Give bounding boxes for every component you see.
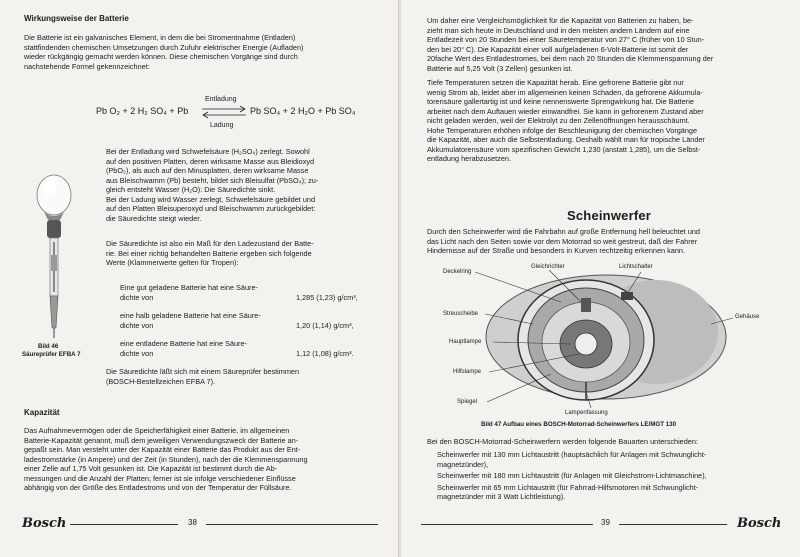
text-line: Tiefe Temperaturen setzen die Kapazität herab. Eine gefrorene Batterie gibt nur <box>427 78 684 87</box>
text-line: arbeitet nach dem Auftauen wieder einwandfrei. Sie kann in gefrorenem Zustand aber <box>427 106 704 116</box>
text-line: messungen und die Anzahl der Platten; ferner ist sie infolge verschiedener Einflüsse <box>24 473 296 483</box>
text-line: nicht geladen werden, weil der Elektrolyt zu den Zellenöffnungen herausschäumt. <box>427 116 690 125</box>
text-line: Die Säuredichte läßt sich mit einem Säureprüfer bestimmen <box>106 367 300 376</box>
text-line: abhängig von der Größe des Entladestroms und von der Temperatur der Füllsäure. <box>24 483 292 492</box>
text-line: 20fache Wert des Entladestromes, bei dem nach 20 Stunden die Klemmenspannung der <box>427 54 714 63</box>
figure-46-number: Bild 46 <box>38 343 59 350</box>
density-value: 1,20 (1,14) g/cm³, <box>296 320 354 330</box>
label-lichtschalter: Lichtschalter <box>619 264 653 270</box>
text-line: (PbO₂), als auch auf den Minusplatten, deren wirksame Masse <box>106 166 309 175</box>
text-line: das Licht nach den Seiten sowie vor dem Motorrad so weit gestreut, daß der Fahrer <box>427 236 698 246</box>
text-line: Werte (Klammerwerte gelten für Tropen): <box>106 258 239 267</box>
hydrometer-illustration <box>30 160 80 340</box>
discharge-label: Entladung <box>205 96 237 103</box>
label-streuscheibe: Streuscheibe <box>443 311 479 317</box>
text-line: wenig Strom ab, leidet aber im allgemeinen keinen Schaden, da gefrorene Akkumula- <box>427 87 703 97</box>
headlight-diagram <box>441 262 771 412</box>
type-item-line: Scheinwerfer mit 130 mm Lichtaustritt (hauptsächlich für Anlagen mit Schwunglicht- <box>437 450 707 459</box>
text-line: aus Bleischwamm (Pb) besteht, bildet sich Bleisulfat (PbSO₄); zu- <box>106 175 319 185</box>
text-line: Durch den Scheinwerfer wird die Fahrbahn auf große Entfernung hell beleuchtet und <box>427 227 700 236</box>
figure-47-caption: Bild 47 Aufbau eines BOSCH-Motorrad-Scheinwerfers LE/MGT 130 <box>481 421 677 428</box>
label-spiegel: Spiegel <box>457 399 478 405</box>
text-line: Batterie auf 5,25 Volt (3 Zellen) gesunken ist. <box>427 63 573 73</box>
text-line: auf den positiven Platten, deren wirksame Masse aus Bleidioxyd <box>106 156 315 166</box>
density-row-label: eine halb geladene Batterie hat eine Säure- <box>120 311 261 320</box>
density-row-label: dichte von <box>120 320 154 330</box>
text-line: zieht man sich heute in Deutschland und in den meisten andern Ländern auf eine <box>427 25 690 35</box>
headlight-heading: Scheinwerfer <box>567 208 652 223</box>
text-line: auf den Platten Bleisuperoxyd und Bleischwamm zurückgebildet: <box>106 204 316 213</box>
page-number: 38 <box>188 518 197 527</box>
text-line: stattfindenden chemischen Umsetzungen durch Zufuhr elektrischer Energie (Aufladen) <box>24 42 304 52</box>
density-row-label: Eine gut geladene Batterie hat eine Säure- <box>120 283 258 292</box>
text-line: Hohe Temperaturen erhöhen infolge der Beschleunigung der chemischen Vorgänge <box>427 125 698 135</box>
text-line: den bei 20° C). Die Kapazität einer voll aufgeladenen 6-Volt-Batterie ist somit der <box>427 44 689 54</box>
bosch-logo: Bosch <box>22 516 67 531</box>
label-deckelring: Deckelring <box>443 269 472 275</box>
text-line: Hindernisse auf der Straße und besonders in Kurven rechtzeitig erkennen kann. <box>427 246 685 255</box>
text-line: die Kapazität, aber auch die Selbstentladung. Deshalb wählt man für tropische Länder <box>427 135 705 144</box>
text-line: entladung herabzusetzen. <box>427 154 511 163</box>
density-value: 1,285 (1,23) g/cm³, <box>296 292 358 302</box>
type-item-line: magnetzünder mit 3 Watt Lichtleistung). <box>437 492 566 501</box>
text-line: einer Zelle auf 1,75 Volt gesunken ist. Die Kapazität ist bestimmt durch die Ab- <box>24 464 278 473</box>
bosch-logo: Bosch <box>737 516 782 531</box>
charge-label: Ladung <box>210 122 234 129</box>
text-line: Akkumulatorensäure vom spezifischen Gewicht 1,230 (anstatt 1,285), um die Selbst- <box>427 144 701 154</box>
text-line: Das Aufnahmevermögen oder die Speicherfähigkeit einer Batterie, im allgemeinen <box>24 426 290 435</box>
type-item-line: Scheinwerfer mit 180 mm Lichtaustritt (für Anlagen mit Gleichstrom-Lichtmaschine), <box>437 471 707 480</box>
text-line: Um daher eine Vergleichsmöglichkeit für die Kapazität von Batterien zu haben, be- <box>427 16 694 25</box>
text-line: rie. Bei einer richtig behandelten Batterie ergeben sich folgende <box>106 248 312 258</box>
battery-heading: Wirkungsweise der Batterie <box>24 14 129 23</box>
reaction-arrows-icon <box>200 104 248 120</box>
page-number: 39 <box>601 518 610 527</box>
label-gehaeuse: Gehäuse <box>735 314 760 320</box>
text-line: Bei der Ladung wird Wasser zerlegt, Schwefelsäure gebildet und <box>106 194 316 204</box>
text-line: Batterie-Kapazität genannt, muß dem jeweiligen Verwendungszweck der Batterie an- <box>24 435 299 445</box>
types-intro: Bei den BOSCH-Motorrad-Scheinwerfern werden folgende Bauarten unterschieden: <box>427 437 698 446</box>
text-line: die Säuredichte steigt wieder. <box>106 213 202 223</box>
formula-right-side: Pb SO₄ + 2 H₂O + Pb SO₄ <box>250 106 356 116</box>
text-line: Entladezeit von 20 Stunden bei einer Säuretemperatur von 27° C (früher von 10 Stun- <box>427 35 705 44</box>
label-gleichrichter: Gleichrichter <box>531 264 565 270</box>
capacity-heading: Kapazität <box>24 408 60 417</box>
text-line: Bei der Entladung wird Schwefelsäure (H₂SO₄) zerlegt. Sowohl <box>106 147 310 156</box>
label-lampenfassung: Lampenfassung <box>565 410 608 416</box>
footer-rule <box>421 524 593 525</box>
type-item-line: Scheinwerfer mit 65 mm Lichtaustritt (für Fahrrad-Hilfsmotoren mit Schwunglicht- <box>437 482 699 492</box>
formula-left-side: Pb O₂ + 2 H₂ SO₄ + Pb <box>96 106 189 116</box>
density-value: 1,12 (1,08) g/cm³. <box>296 348 354 358</box>
text-line: nachstehende Formel gekennzeichnet: <box>24 61 150 71</box>
text-line: gleich entsteht Wasser (H₂O): Die Säuredichte sinkt. <box>106 185 276 194</box>
density-row-label: dichte von <box>120 348 154 358</box>
density-row-label: dichte von <box>120 292 154 302</box>
footer-rule <box>619 524 727 525</box>
text-line: Die Säuredichte ist also ein Maß für den Ladezustand der Batte- <box>106 239 314 248</box>
text-line: (BOSCH-Bestellzeichen EFBA 7). <box>106 376 216 386</box>
right-page <box>401 0 800 557</box>
text-line: wieder rückgängig gemacht werden können. Diese chemischen Vorgänge sind durch <box>24 52 298 61</box>
text-line: Die Batterie ist ein galvanisches Element, in dem die bei Stromentnahme (Entladen) <box>24 33 296 42</box>
density-row-label: eine entladene Batterie hat eine Säure- <box>120 339 247 348</box>
label-hauptlampe: Hauptlampe <box>449 339 482 345</box>
text-line: gepaßt sein. Man versteht unter der Kapazität einer Batterie das Produkt aus der Ent- <box>24 445 301 454</box>
type-item-line: magnetzünder), <box>437 459 489 469</box>
label-hilfslampe: Hilfslampe <box>453 369 482 375</box>
footer-rule <box>206 524 378 525</box>
footer-rule <box>70 524 178 525</box>
text-line: torensäure gallertartig ist und keine nennenswerte Sprengwirkung hat. Die Batterie <box>427 97 694 106</box>
figure-46-title: Säureprüfer EFBA 7 <box>22 351 81 358</box>
text-line: ladestromstärke (in Ampere) und der Zeit (in Stunden), nach der die Klemmenspannung <box>24 454 308 464</box>
